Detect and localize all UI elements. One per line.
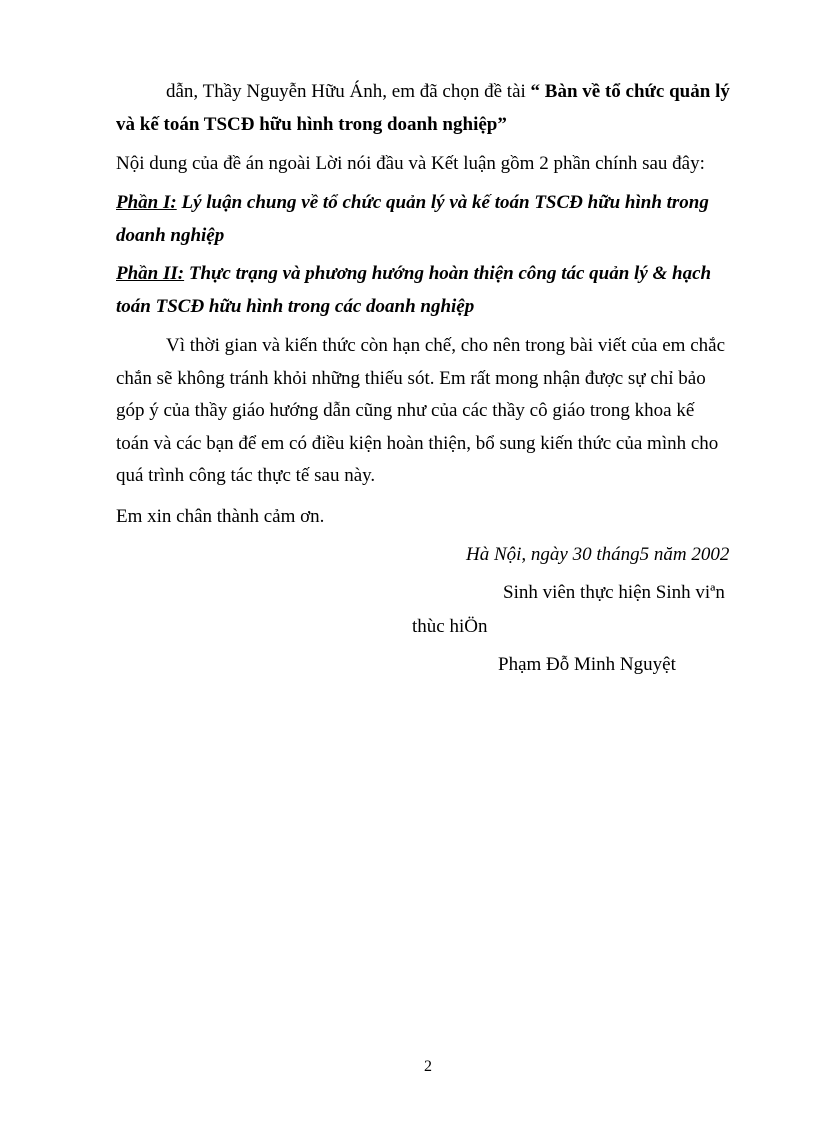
part-1-title: Lý luận chung về tổ chức quản lý và kế toán TSCĐ hữu hình trong <box>176 192 709 213</box>
paragraph-line-4: toán và các bạn để em có điều kiện hoàn thiện, bổ sung kiến thức của mình cho <box>116 433 719 454</box>
author-name: Phạm Đỗ Minh Nguyệt <box>498 654 676 675</box>
part-2-title: Thực trạng và phương hướng hoàn thiện công tác quản lý & hạch <box>184 263 712 284</box>
topic-title-part-1: “ Bàn về tổ chức quản lý <box>530 81 730 102</box>
topic-title-part-2: và kế toán TSCĐ hữu hình trong doanh nghiệp” <box>116 114 507 135</box>
intro-text: dẫn, Thầy Nguyễn Hữu Ánh, em đã chọn đề tài <box>166 81 531 102</box>
place-date: Hà Nội, ngày 30 tháng5 năm 2002 <box>466 544 730 565</box>
paragraph-line-2: chắn sẽ không tránh khỏi những thiếu sót. Em rất mong nhận được sự chỉ bảo <box>116 368 706 389</box>
part-1-heading <box>116 192 740 214</box>
part-2-title-continued: toán TSCĐ hữu hình trong các doanh nghiệp <box>116 296 475 317</box>
part-1-title-continued: doanh nghiệp <box>116 225 225 246</box>
part-1-label: Phần I: <box>116 192 177 213</box>
part-2-label: Phần II: <box>116 263 185 284</box>
thanks-line: Em xin chân thành cảm ơn. <box>116 506 325 527</box>
intro-line-1 <box>166 81 740 103</box>
paragraph-line-3: góp ý của thầy giáo hướng dẫn cũng như của các thầy cô giáo trong khoa kế <box>116 400 695 421</box>
signature-role-continued: thùc hiÖn <box>412 616 488 637</box>
content-intro: Nội dung của đề án ngoài Lời nói đầu và Kết luận gồm 2 phần chính sau đây: <box>116 153 705 174</box>
paragraph-line-5: quá trình công tác thực tế sau này. <box>116 465 376 486</box>
signature-role: Sinh viên thực hiện Sinh viªn <box>503 582 725 603</box>
paragraph-line-1: Vì thời gian và kiến thức còn hạn chế, cho nên trong bài viết của em chắc <box>166 335 726 356</box>
page-number: 2 <box>424 1058 432 1075</box>
part-2-heading <box>116 263 740 285</box>
